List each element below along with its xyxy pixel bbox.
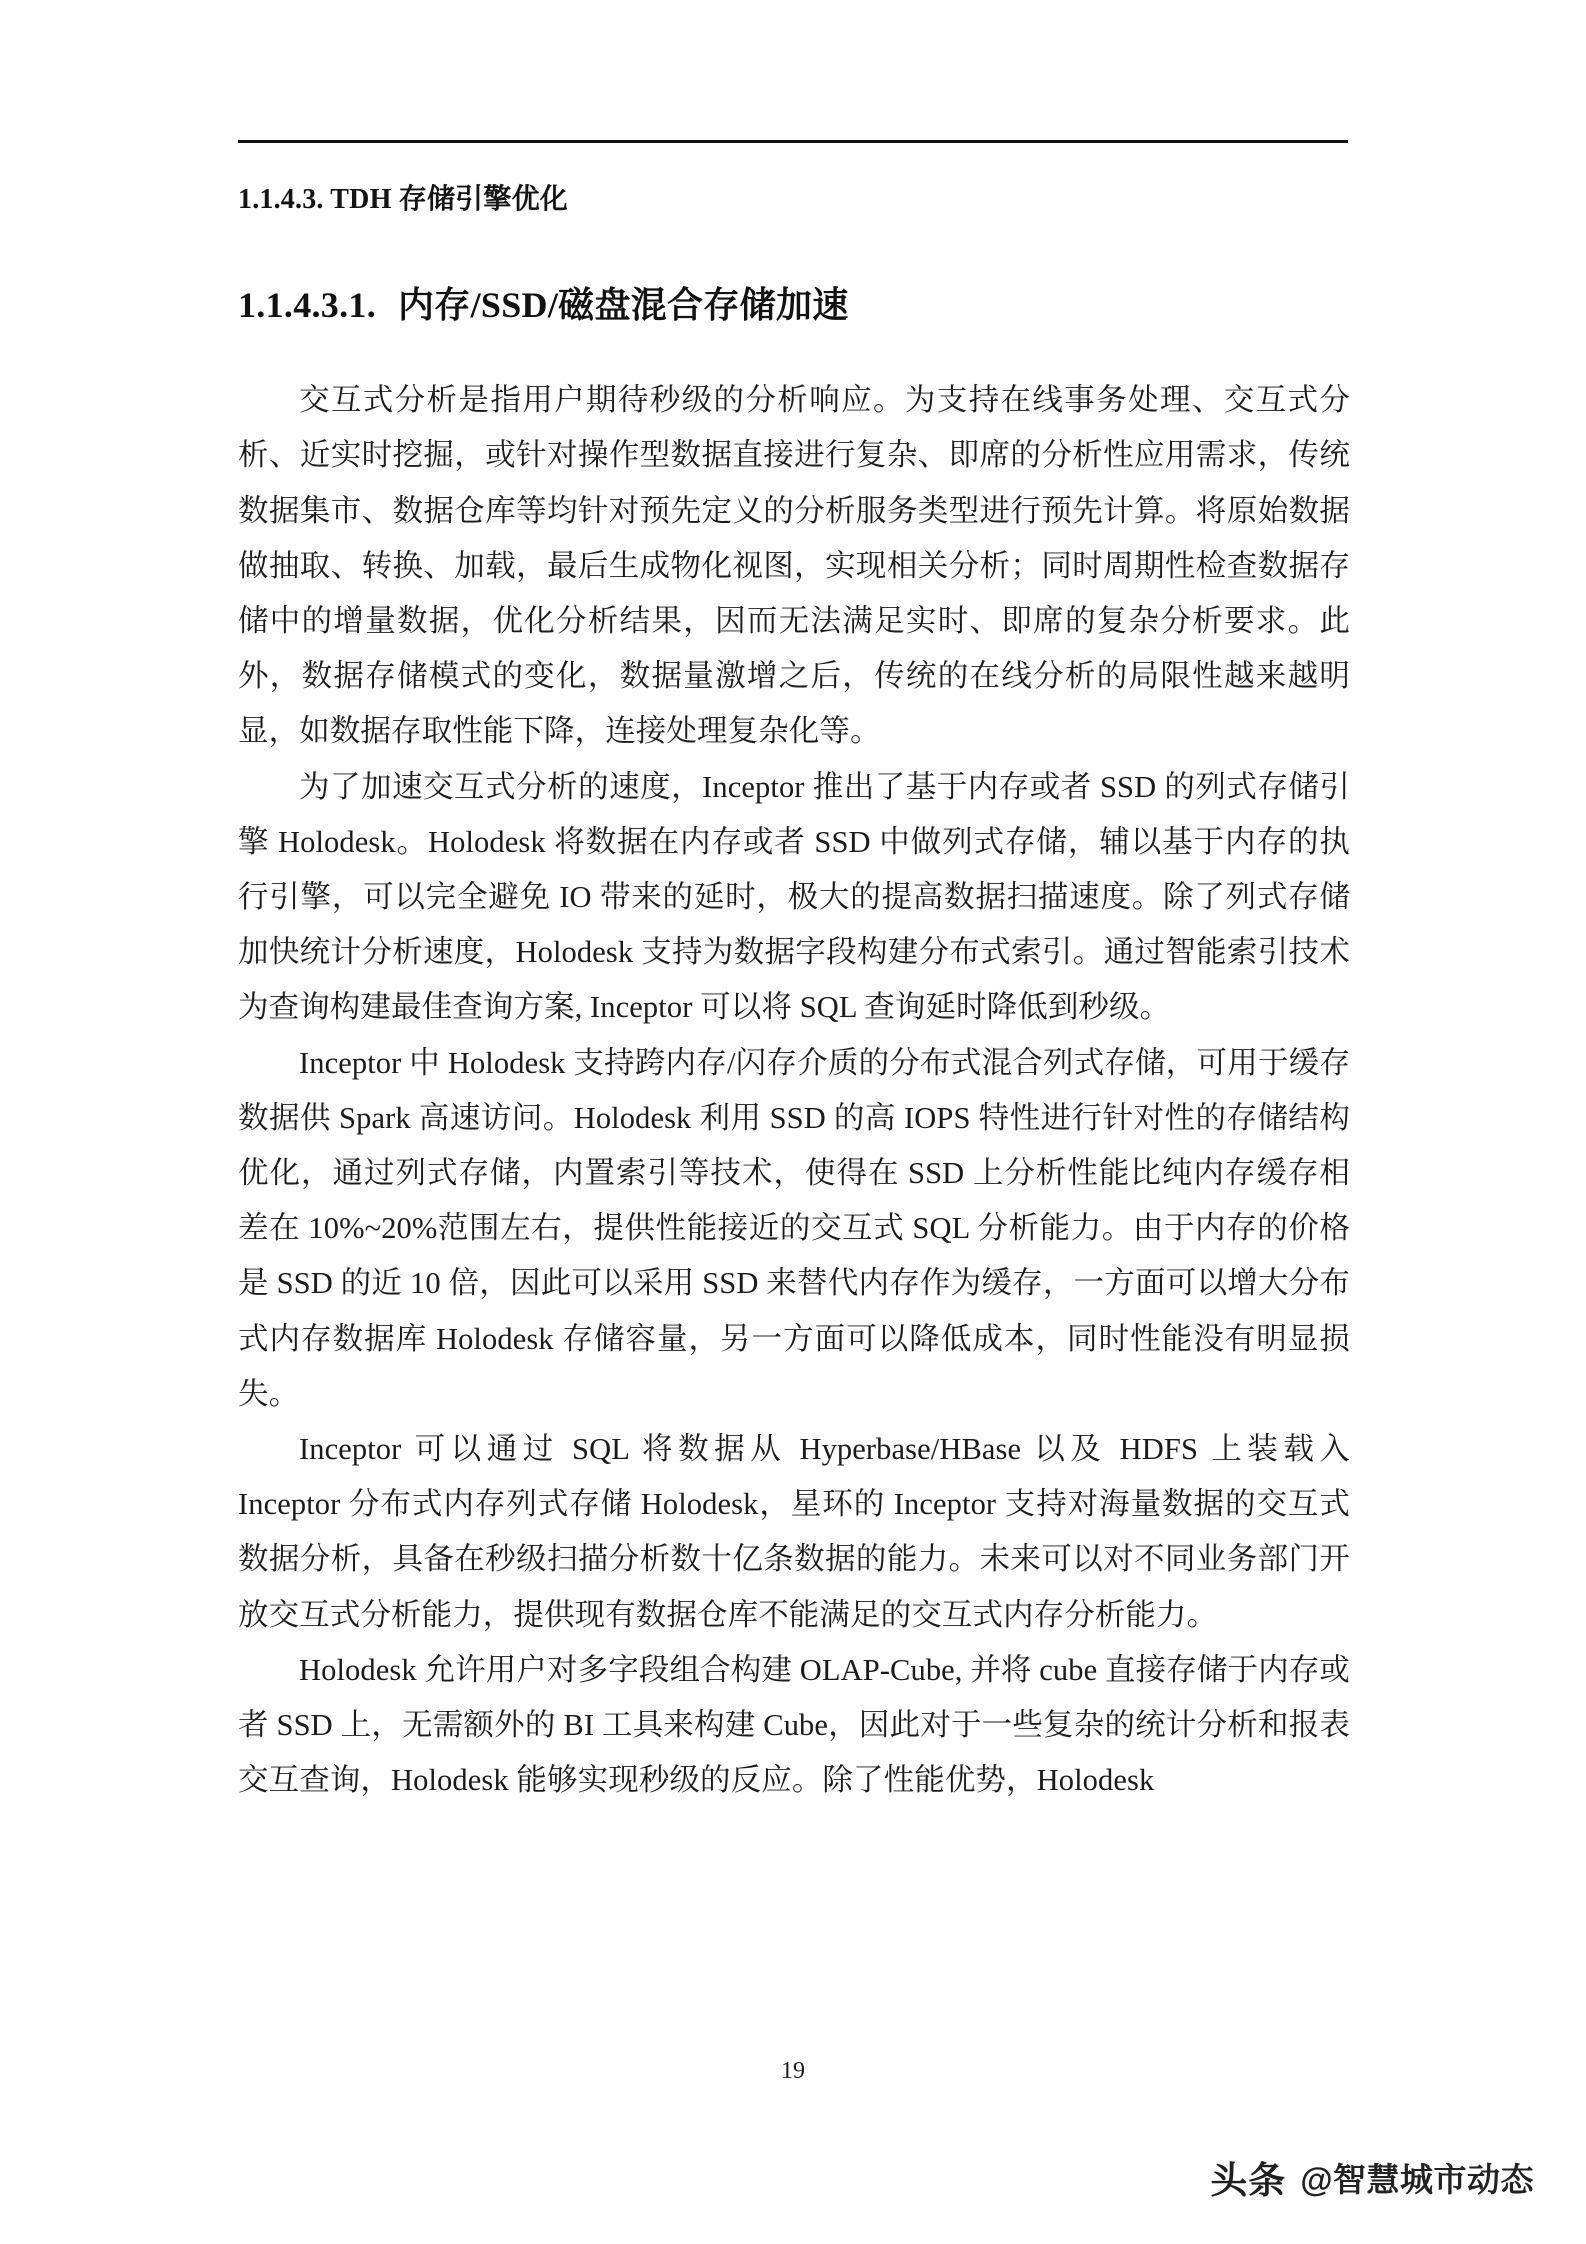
paragraph: Holodesk 允许用户对多字段组合构建 OLAP-Cube, 并将 cube 直接存储于内存或者 SSD 上，无需额外的 BI 工具来构建 Cube，因此对于一些复杂的统计分析和报表交互查询，Holodesk 能够实现秒级的反应。除了性能优势，Holodesk <box>238 1652 1350 1798</box>
section-heading-level4-number: 1.1.4.3.1. <box>238 285 376 326</box>
paragraph: Inceptor 可以通过 SQL 将数据从 Hyperbase/HBase 以及 HDFS 上装载入 Inceptor 分布式内存列式存储 Holodesk，星环的 Inceptor 支持对海量数据的交互式数据分析，具备在秒级扫描分析数十亿条数据的能力。未来可以对不同业务部门开放交互式分析能力，提供现有数据仓库不能满足的交互式内存分析能力。 <box>238 1432 1350 1632</box>
page-number: 19 <box>781 2058 805 2084</box>
header-rule-divider <box>238 140 1348 143</box>
body-text-block <box>238 373 1350 1808</box>
paragraph: 为了加速交互式分析的速度，Inceptor 推出了基于内存或者 SSD 的列式存储引擎 Holodesk。Holodesk 将数据在内存或者 SSD 中做列式存储，辅以基于内存的执行引擎，可以完全避免 IO 带来的延时，极大的提高数据扫描速度。除了列式存储加快统计分析速度，Holodesk 支持为数据字段构建分布式索引。通过智能索引技术为查询构建最佳查询方案, Inceptor 可以将 SQL 查询延时降低到秒级。 <box>238 769 1350 1025</box>
section-heading-level3: 1.1.4.3. TDH 存储引擎优化 <box>238 184 568 215</box>
watermark <box>1210 2150 1534 2204</box>
paragraph: 交互式分析是指用户期待秒级的分析响应。为支持在线事务处理、交互式分析、近实时挖掘，或针对操作型数据直接进行复杂、即席的分析性应用需求，传统数据集市、数据仓库等均针对预先定义的分析服务类型进行预先计算。将原始数据做抽取、转换、加载，最后生成物化视图，实现相关分析；同时周期性检查数据存储中的增量数据，优化分析结果，因而无法满足实时、即席的复杂分析要求。此外，数据存储模式的变化，数据量激增之后，传统的在线分析的局限性越来越明显，如数据存取性能下降，连接处理复杂化等。 <box>238 383 1350 749</box>
document-content <box>238 182 1350 1808</box>
paragraph: Inceptor 中 Holodesk 支持跨内存/闪存介质的分布式混合列式存储，可用于缓存数据供 Spark 高速访问。Holodesk 利用 SSD 的高 IOPS 特性进行针对性的存储结构优化，通过列式存储，内置索引等技术，使得在 SSD 上分析性能比纯内存缓存相差在 10%~20%范围左右，提供性能接近的交互式 SQL 分析能力。由于内存的价格是 SSD 的近 10 倍，因此可以采用 SSD 来替代内存作为缓存，一方面可以增大分布式内存数据库 Holodesk 存储容量，另一方面可以降低成本，同时性能没有明显损失。 <box>238 1045 1350 1411</box>
section-heading-level4 <box>238 282 1350 329</box>
watermark-handle: @智慧城市动态 <box>1300 2160 1534 2198</box>
section-heading-level4-title: 内存/SSD/磁盘混合存储加速 <box>398 285 849 326</box>
watermark-brand: 头条 <box>1210 2160 1287 2201</box>
